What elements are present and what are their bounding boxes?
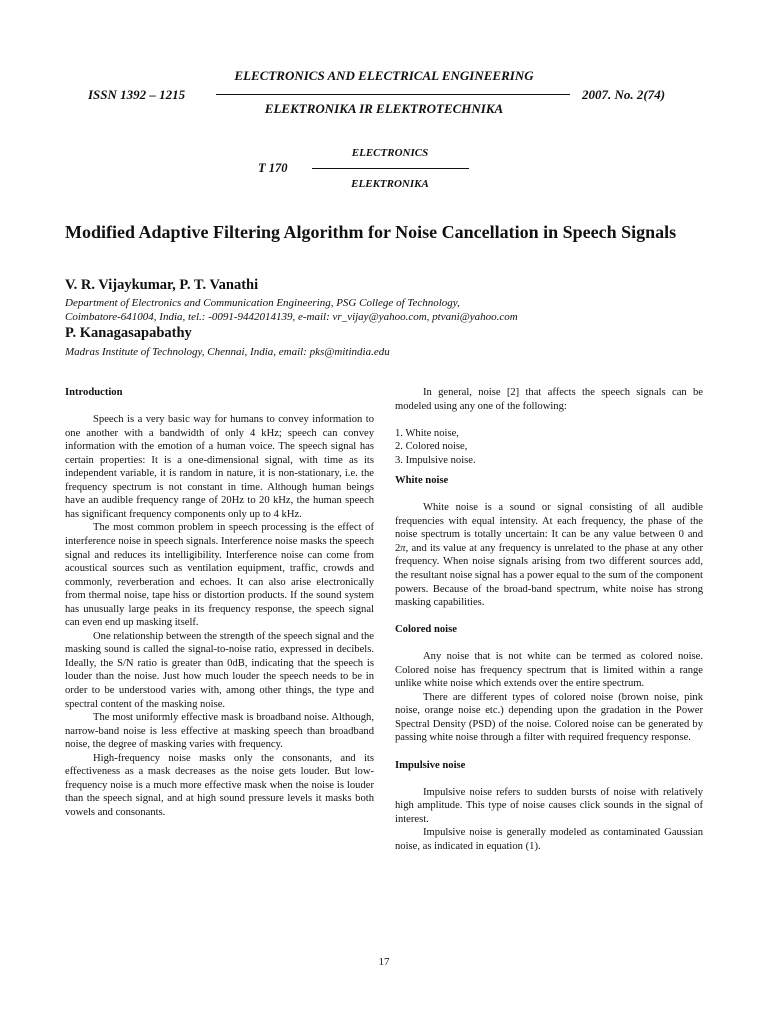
page-number: 17 xyxy=(378,956,390,968)
affiliation-1-line-1: Department of Electronics and Communication Engineering, PSG College of Technology, xyxy=(65,297,460,309)
section-code: T 170 xyxy=(258,161,288,175)
header-rule xyxy=(216,94,570,95)
right-column xyxy=(395,386,703,853)
affiliation-2: Madras Institute of Technology, Chennai, India, email: pks@mitindia.edu xyxy=(65,346,390,358)
section-heading-white-noise: White noise xyxy=(395,475,449,487)
intro-paragraph-5: High-frequency noise masks only the consonants, and its effectiveness as a mask decreases as the noise gets louder. But low-frequency noise is a much more effective mask when the noise is louder than the speech signal, and at high sound pressure levels it masks both vowels and consonants. xyxy=(65,752,374,818)
left-column xyxy=(65,386,374,819)
noise-list-item-3: 3. Impulsive noise. xyxy=(395,454,476,466)
colored-noise-paragraph-1: Any noise that is not white can be termed as colored noise. Colored noise has frequency spectrum that is limited within a range unlike white noise which extends over the entire spectrum. xyxy=(395,651,703,690)
intro-paragraph-2: The most common problem in speech processing is the effect of interference noise in speech signals. Interference noise masks the speech signal and reduces its intelligibility. Interference noise can come from acoustical sources such as ventilation equipment, traffic, crowds and commonly, reverberation and echoes. It can also arise electronically from thermal noise, tape hiss or distortion products. If the sound system has unusually large peaks in its frequency response, the speech signal can even end up masking itself. xyxy=(65,522,374,629)
impulsive-noise-paragraph-2: Impulsive noise is generally modeled as contaminated Gaussian noise, as indicated in equation (1). xyxy=(395,827,703,852)
journal-title-en: ELECTRONICS AND ELECTRICAL ENGINEERING xyxy=(234,68,534,83)
affiliation-1-line-2: Coimbatore-641004, India, tel.: -0091-9442014139, e-mail: vr_vijay@yahoo.com, ptvani@yahoo.com xyxy=(65,311,518,323)
noise-list-item-2: 2. Colored noise, xyxy=(395,441,468,453)
section-heading-colored-noise: Colored noise xyxy=(395,624,457,636)
journal-title-lt: ELEKTRONIKA IR ELEKTROTECHNIKA xyxy=(264,101,504,116)
intro-paragraph-1: Speech is a very basic way for humans to convey information to one another with a bandwidth of only 4 kHz; speech can convey information with the emotion of a human voice. The speech signal has certain properties: It is a one-dimensional signal, with time as its independent variable, it is random in nature, it is non-stationary, i.e. the frequency spectrum is not constant in time. Although human beings have an audible frequency range of 20Hz to 20 kHz, the human speech has significant frequency components only up to 4 kHz. xyxy=(65,414,374,520)
section-heading-introduction: Introduction xyxy=(65,387,123,398)
noise-intro-paragraph: In general, noise [2] that affects the speech signals can be modeled using any one of the following: xyxy=(395,387,703,412)
authors-group-2: P. Kanagasapabathy xyxy=(65,325,192,341)
section-rule xyxy=(312,168,469,169)
section-name-en: ELECTRONICS xyxy=(351,147,429,159)
section-heading-impulsive-noise: Impulsive noise xyxy=(395,759,466,771)
paper-title: Modified Adaptive Filtering Algorithm for Noise Cancellation in Speech Signals xyxy=(65,222,677,242)
colored-noise-paragraph-2: There are different types of colored noise (brown noise, pink noise, orange noise etc.) depending upon the gradation in the Power Spectral Density (PSD) of the noise. Colored noise can be generated by passing white noise through a filter with required frequency response. xyxy=(395,691,703,744)
section-name-lt: ELEKTRONIKA xyxy=(351,178,429,190)
intro-paragraph-4: The most uniformly effective mask is broadband noise. Although, narrow-band noise is less effective at masking speech than broadband noise, the degree of masking varies with frequency. xyxy=(65,712,374,751)
impulsive-noise-paragraph-1: Impulsive noise refers to sudden bursts of noise with relatively high amplitude. This type of noise causes click sounds in the signal of interest. xyxy=(395,786,703,825)
pi-symbol: π xyxy=(400,542,406,554)
noise-list-item-1: 1. White noise, xyxy=(395,427,459,439)
issue-number: 2007. No. 2(74) xyxy=(582,87,666,102)
white-noise-paragraph: White noise is a sound or signal consisting of all audible frequencies with equal intensity. At each frequency, the phase of the noise spectrum is totally uncertain: It can be any value between 0 and 2π, and its value at any frequency is unrelated to the phase at any other frequency. When noise signals arising from two different sources add, the resultant noise signal has a power equal to the sum of the component powers. Because of the broad-band spectrum, white noise has strong masking capabilities. xyxy=(395,502,703,609)
authors-group-1: V. R. Vijaykumar, P. T. Vanathi xyxy=(65,277,259,293)
intro-paragraph-3: One relationship between the strength of the speech signal and the masking sound is called the signal-to-noise ratio, expressed in decibels. Ideally, the S/N ratio is greater than 0dB, indicating that the speech is louder than the noise. Just how much louder the speech needs to be in order to be understood varies with, among other things, the type and spectral content of the masking noise. xyxy=(65,630,374,710)
issn: ISSN 1392 – 1215 xyxy=(88,87,186,102)
